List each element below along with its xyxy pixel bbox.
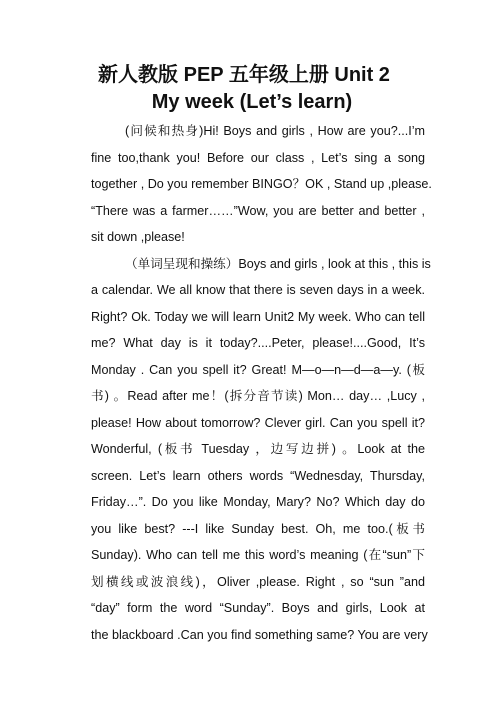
text-line: a calendar. We all know that there is seven days in a week. — [91, 283, 425, 297]
text-line: Right? Ok. Today we will learn Unit2 My week. Who can tell — [91, 309, 425, 324]
text-line: Wonderful, (板书 Tuesday ，边写边拼) 。Look at the — [91, 442, 425, 456]
text-line: Sunday). Who can tell me this word’s meaning (在“sun”下 — [91, 548, 425, 562]
text-line: Friday…”. Do you like Monday, Mary? No? Which day do — [91, 495, 425, 509]
text-line: fine too,thank you! Before our class , Let’s sing a song — [91, 150, 425, 165]
text-line: 书) 。Read after me！(拆分音节读) Mon… day… ,Lucy , — [91, 389, 425, 403]
text-line: you like best? ---I like Sunday best. Oh, me too.(板书 — [91, 521, 425, 536]
lesson-body — [91, 118, 432, 648]
text-line: “There was a farmer……”Wow, you are better and better , — [91, 203, 425, 218]
text-line: Monday . Can you spell it? Great! M—o—n—d—a—y. (板 — [91, 362, 425, 377]
text-line: screen. Let’s learn others words “Wednesday, Thursday, — [91, 468, 425, 483]
text-line: the blackboard .Can you find something same? You are very — [91, 627, 428, 642]
text-line: 划横线或波浪线)，Oliver ,please. Right , so “sun ”and — [91, 574, 425, 589]
text-line: together , Do you remember BINGO？OK , Stand up ,please. — [91, 177, 432, 191]
text-line: please! How about tomorrow? Clever girl. Can you spell it? — [91, 415, 425, 430]
text-line: me? What day is it today?....Peter, please!....Good, It’s — [91, 336, 425, 350]
title-line-1: 新人教版 PEP 五年级上册 Unit 2 — [98, 64, 390, 86]
text-line: （单词呈现和操练）Boys and girls , look at this , this is — [125, 256, 431, 271]
title-line-2: My week (Let’s learn) — [151, 91, 353, 113]
text-line: “day” form the word “Sunday”. Boys and girls, Look at — [91, 601, 425, 615]
text-line: sit down ,please! — [91, 230, 185, 244]
text-line: (问候和热身)Hi! Boys and girls , How are you?...I’m — [125, 124, 425, 138]
